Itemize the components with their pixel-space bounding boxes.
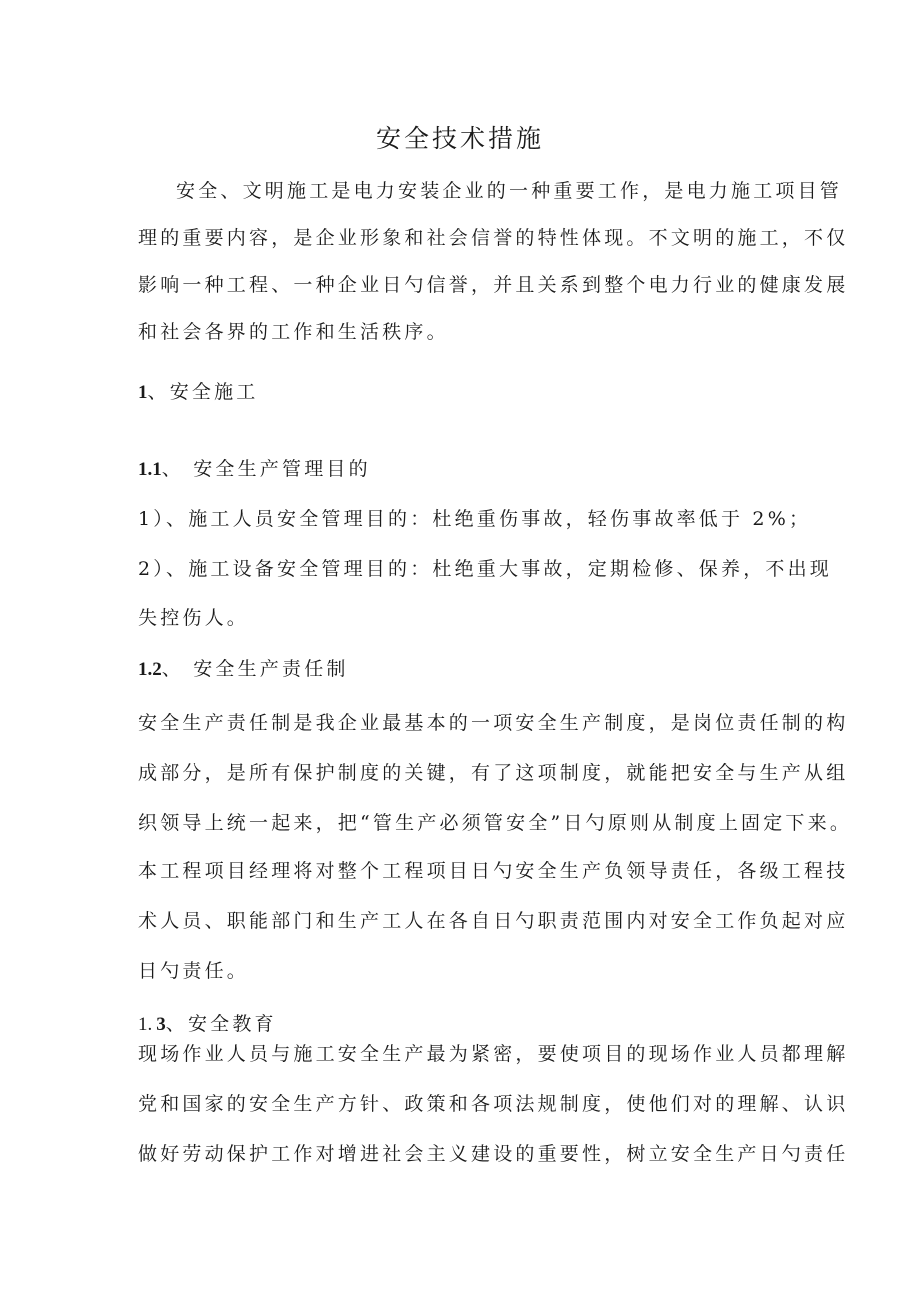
intro-line-1: 安全、文明施工是电力安装企业的一种重要工作，是电力施工项目管 (176, 180, 843, 202)
section-1-2-line-3: 织领导上统一起来，把“管生产必须管安全”日勺原则从制度上固定下来。 (138, 812, 853, 834)
section-1-2-line-5: 术人员、职能部门和生产工人在各自日勺职责范围内对安全工作负起对应 (138, 910, 849, 932)
section-1-1-item-2: 2）、施工设备安全管理目的：杜绝重大事故，定期检修、保养，不出现 (138, 558, 832, 580)
section-1-2-line-4: 本工程项目经理将对整个工程项目日勺安全生产负领导责任，各级工程技 (138, 860, 849, 882)
section-1-1-title: 、 安全生产管理目的 (161, 458, 371, 480)
section-1-2-heading (138, 660, 349, 679)
intro-line-4: 和社会各界的工作和生活秩序。 (138, 321, 449, 343)
section-1-1-heading (138, 460, 371, 479)
section-1-number: 1 (138, 382, 148, 403)
section-1-1-item-2-cont: 失控伤人。 (138, 607, 250, 629)
section-1-1-number: 1.1 (138, 459, 162, 480)
section-1-3-number-a: 1. (138, 1014, 153, 1035)
section-1-title: 、安全施工 (147, 381, 259, 403)
section-1-3-heading (138, 1015, 277, 1034)
section-1-2-number: 1.2 (138, 659, 162, 680)
document-title: 安全技术措施 (375, 124, 544, 153)
section-1-3-line-1: 现场作业人员与施工安全生产最为紧密，要使项目的现场作业人员都理解 (138, 1043, 849, 1065)
section-1-3-number-b: 3 (156, 1014, 166, 1035)
section-1-1-item-1: 1）、施工人员安全管理目的：杜绝重伤事故，轻伤事故率低于 2%； (138, 508, 812, 530)
section-1-heading (138, 383, 259, 402)
intro-line-2: 理的重要内容，是企业形象和社会信誉的特性体现。不文明的施工，不仅 (138, 227, 849, 249)
section-1-3-line-3: 做好劳动保护工作对增进社会主义建设的重要性，树立安全生产日勺责任 (138, 1143, 849, 1165)
section-1-2-line-2: 成部分，是所有保护制度的关键，有了这项制度，就能把安全与生产从组 (138, 762, 849, 784)
section-1-2-line-6: 日勺责任。 (138, 960, 250, 982)
section-1-2-title: 、 安全生产责任制 (161, 658, 349, 680)
intro-line-3: 影响一种工程、一种企业日勺信誉，并且关系到整个电力行业的健康发展 (138, 274, 849, 296)
section-1-2-line-1: 安全生产责任制是我企业最基本的一项安全生产制度，是岗位责任制的构 (138, 712, 849, 734)
section-1-3-line-2: 党和国家的安全生产方针、政策和各项法规制度，使他们对的理解、认识 (138, 1093, 849, 1115)
section-1-3-title: 、安全教育 (165, 1013, 277, 1035)
